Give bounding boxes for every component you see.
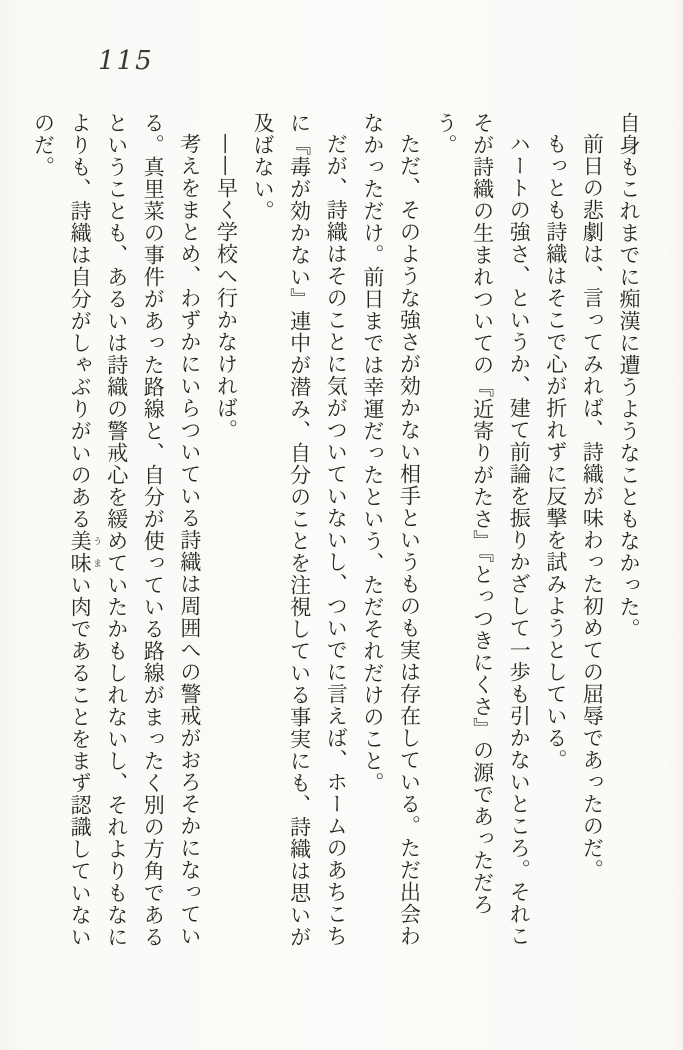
paragraph: だが、詩織はそのことに気がついていないし、ついでに言えば、ホームのあちこちに『毒が効かない』連中が潜み、自分のことを注視している事実にも、詩織は思いが及ばない。: [251, 112, 349, 948]
paragraph: ハートの強さ、というか、建て前論を振りかざして一歩も引かないところ。それこそが詩織の生まれついての『近寄りがたさ』『とっつきにくさ』の源であっただろう。: [434, 112, 532, 947]
paragraph: 前日の悲劇は、言ってみれば、詩織が味わった初めての屈辱であったのだ。: [580, 133, 605, 881]
paragraph: もっとも詩織はそこで心が折れずに反撃を試みようとしている。: [543, 133, 568, 771]
furigana: 美味 うま: [68, 530, 102, 574]
paragraph: ——早く学校へ行かなければ。: [214, 133, 239, 441]
body-text: [31, 112, 647, 952]
paragraph: ただ、そのような強さが効かない相手というものも実は存在している。ただ出会わなかっただけ。前日までは幸運だったという、ただそれだけのこと。: [360, 112, 422, 947]
paragraph: 自身もこれまでに痴漢に遭うようなこともなかった。: [617, 112, 641, 640]
paragraph: 考えをまとめ、わずかにいらついている詩織は周囲への警戒がおろそかになっている。真里菜の事件があった路線と、自分が使っている路線がまったく別の方角であるということも、あるいは詩織の警戒心を緩めていたかもしれないし、それよりもなによりも、詩織は自分がしゃぶりがいのある美味 うまい肉であることをまず認識していないのだ。: [31, 112, 202, 948]
page-number: 115: [98, 46, 154, 76]
